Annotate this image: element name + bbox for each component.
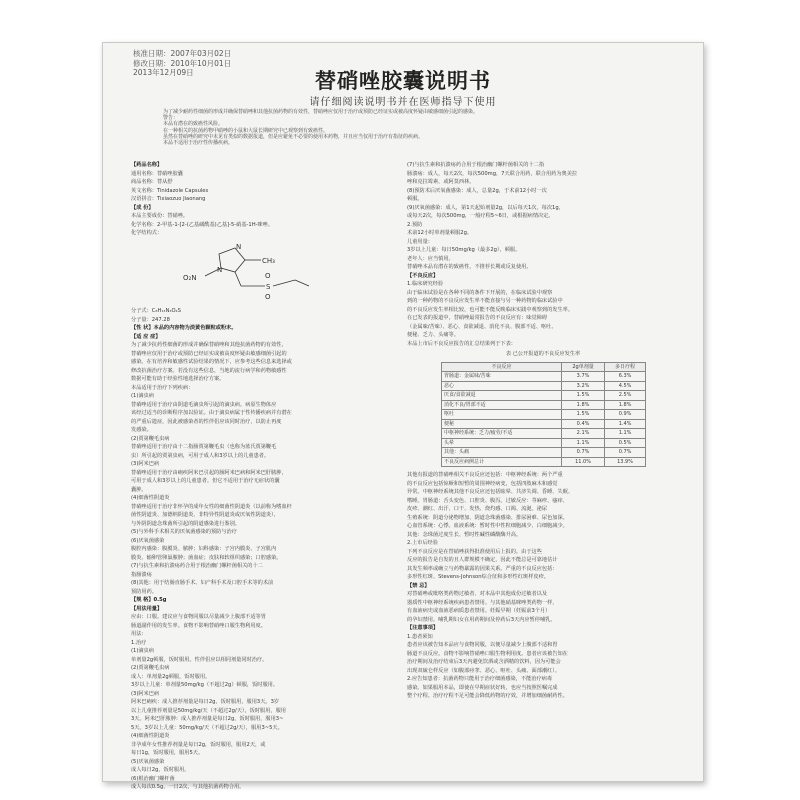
text-line: 便秘、乏力、头痛等。 xyxy=(407,332,459,338)
text-line: 替硝唑适用于治疗由痢疾阿米巴引起的肠阿米巴病和阿米巴肝脓肿， xyxy=(131,469,287,476)
table-row xyxy=(442,400,646,410)
table-cell: 4.5% xyxy=(605,381,646,391)
table-row xyxy=(442,419,646,429)
table-cell: 恶心 xyxy=(442,381,562,391)
table-cell: 中枢神经系统：乏力/疲劳/不适 xyxy=(442,429,562,439)
text-line: 嗜睡。胃肠道：舌头变色、口腔炎、腹泻。过敏反应：荨麻疹、瘙痒、 xyxy=(407,497,568,504)
table-cell: 1.4% xyxy=(605,419,646,429)
text-line: 出现双硫仑样反应（如腹部痉挛、恶心、呕吐、头痛、面部潮红）。 xyxy=(407,667,561,674)
table-cell: 1.5% xyxy=(561,391,604,401)
text-line: 汉语拼音：Tixiaozuo Jiaonang xyxy=(131,196,206,202)
table-cell: 厌食/食欲减退 xyxy=(442,391,562,401)
table-cell: 1.8% xyxy=(605,400,646,410)
table-row xyxy=(442,429,646,439)
table-cell: 2.1% xyxy=(561,429,604,439)
text-line: 化学结构式： xyxy=(131,230,163,236)
text-line: 肠道不良反应。食物不影响替硝唑口服生物利用度。患者应该被告知在 xyxy=(407,650,568,657)
text-line: 或每天2次，每次500mg，一般疗程5~6日，或根据病情决定。 xyxy=(407,213,554,219)
text-line: 2.预防 xyxy=(407,221,423,228)
text-line: 为了减少抗药性细菌的形成并确保替硝唑和其他抗菌药物的有效性， xyxy=(131,342,287,348)
table-cell: 便秘 xyxy=(442,419,562,429)
svg-text:O: O xyxy=(265,292,271,301)
svg-text:N: N xyxy=(217,265,223,274)
left-column xyxy=(131,161,393,790)
text-line: 替硝唑本品有潜在的致癌性，不推荐长期或反复使用。 xyxy=(407,264,532,270)
table-cell: 1.1% xyxy=(605,429,646,439)
table-row xyxy=(442,410,646,420)
text-line: 修改抗菌治疗方案。若没有这些信息，当地的流行病学和药物敏感性 xyxy=(131,367,287,374)
text-line: 数据可能有助于经验性地选择治疗方案。 xyxy=(131,376,225,382)
warning-line: 在一种相关的抗菌药物甲硝唑的小鼠和大鼠长期研究中已观察到有致癌性。 xyxy=(163,127,329,134)
table-cell: 0.4% xyxy=(561,419,604,429)
adverse-reaction-table-title: 表 已公开报道的不良反应发生率 xyxy=(505,351,581,357)
table-row xyxy=(442,457,646,467)
text-line: 肠道副作用的发生率。食物不影响替硝唑口服生物利用度。 xyxy=(131,622,266,629)
table-header-cell: 不良反应 xyxy=(442,362,562,372)
text-line: 阿米巴痢疾：成人推荐剂量是每日2g，饭时服用，服用3天。3岁 xyxy=(131,699,280,705)
table-cell: 1.8% xyxy=(561,400,604,410)
text-line: 菌性阴道炎、加德纳阴道炎、非特异性阴道炎或厌氧性阴道炎）， xyxy=(131,512,279,518)
text-line: 本品适用于治疗下列疾病： xyxy=(131,384,194,391)
text-line: 儿童用量： xyxy=(407,238,433,245)
text-line: 感染。如果服用本品，即使在早期症状好转，也应当按照医嘱完成 xyxy=(407,684,558,691)
text-line: 其发生频率或确立与药物暴露的因果关系。严重的不良反应包括： xyxy=(407,565,558,572)
warning-line: 本品不适用于治疗性传播疾病。 xyxy=(163,140,234,147)
text-line: 患者应该被告知本品应与食物同服，以便尽量减少上腹部不适和胃 xyxy=(407,642,558,648)
table-cell: 11.0% xyxy=(561,457,604,467)
text-line: 其他：念珠菌过度生长、暂时性碱性磷酸酶升高。 xyxy=(407,531,522,538)
text-line: 其他有报道的替硝唑相关不良反应还包括：中枢神经系统：两个严重 xyxy=(407,472,563,478)
table-cell: 不良反应病例总计 xyxy=(442,457,562,467)
table-header-cell: 多日疗程 xyxy=(605,362,646,372)
text-line: 【不良反应】 xyxy=(407,272,439,279)
text-line: 替硝唑适用于治疗非怀孕的成年女性的细菌性阴道炎（以前称为嗜血杆 xyxy=(131,503,292,510)
text-line: 的不良反应包括惊厥和短暂的周围神经病变，包括四肢麻木和感觉 xyxy=(407,480,558,487)
text-line: 2.上市后经验 xyxy=(407,540,438,546)
text-line: 对替硝唑或吡咯类药物过敏者、对本品中其他成份过敏者以及 xyxy=(407,591,548,597)
instruction-leaflet xyxy=(102,42,704,790)
text-line: (7)与抗生素和抗溃疡药合用于根治幽门螺杆菌相关的十二指 xyxy=(407,162,545,168)
table-cell: 1.5% xyxy=(561,410,604,420)
text-line: (3)阿米巴病 xyxy=(131,690,160,697)
text-line: 感染。在有培养和敏感性试验结果的情况下，应参考这些信息来选择或 xyxy=(131,359,292,365)
text-line: (6)根治幽门螺杆菌 xyxy=(131,775,175,782)
left-section-b xyxy=(131,307,393,792)
text-line: 非孕成年女性推荐剂量是每日2g，饭时服用，服用2天，或 xyxy=(131,741,266,748)
text-line: 1.临床研究经验 xyxy=(407,281,444,287)
text-line: 的孕妇禁用。哺乳期妇女在用药期间及停药后3天内应暂停哺乳。 xyxy=(407,616,556,623)
document-title: 替硝唑胶囊说明书 xyxy=(315,69,491,93)
table-cell: 3.2% xyxy=(561,381,604,391)
table-cell: 2.5% xyxy=(605,391,646,401)
text-line: (6)厌氧菌感染 xyxy=(131,537,165,544)
table-cell: 呕吐 xyxy=(442,410,562,420)
text-line: 该经过适当的诊断程序加以验证。由于滴虫病属于性传播疾病并有潜在 xyxy=(131,410,292,416)
text-line: (5)厌氧菌感染 xyxy=(131,758,165,765)
right-section-a xyxy=(407,161,679,348)
text-line: 生殖系统：阴道分泌物增加、阴道念珠菌感染、排尿困难、尿色加深。 xyxy=(407,514,568,521)
text-line: 的不良反应发生率相比较，也可能不能反映临床实践中观察到的发生率。 xyxy=(407,306,574,313)
table-row xyxy=(442,372,646,382)
text-line: 【规 格】0.5g xyxy=(131,597,167,603)
text-line: 1.治疗 xyxy=(131,639,147,646)
text-line: 3岁以上儿童：单剂量50mg/kg（不超过2g）顿服，饭时服用。 xyxy=(131,682,279,688)
text-line: 化学名称：2-甲基-1-[2-(乙基磺酰基)乙基]-5-硝基-1H-咪唑。 xyxy=(131,221,274,228)
text-line: 指肠溃疡 xyxy=(131,571,152,578)
text-line: 3岁以上儿童：每日50mg/kg（最多2g），顿服。 xyxy=(407,247,521,253)
svg-text:CH₃: CH₃ xyxy=(262,256,275,265)
text-line: 有血液病史或血液恶病质患者禁用。妊娠早期（妊娠前3个月） xyxy=(407,608,551,614)
right-section-b xyxy=(407,471,679,701)
text-line: 发感染。 xyxy=(131,427,152,433)
warning-line: 本品有潜在的致癌性风险。 xyxy=(163,121,224,128)
document-subtitle: 请仔细阅读说明书并在医师指导下使用 xyxy=(309,97,497,108)
text-line: 到的一种药物的不良反应发生率不能直接与另一种药物的临床试验中 xyxy=(407,298,563,304)
table-cell: 其他：头痛 xyxy=(442,448,562,458)
table-cell: 6.3% xyxy=(605,372,646,382)
text-line: 囊肿。 xyxy=(131,486,147,493)
table-cell: 0.9% xyxy=(605,410,646,420)
text-line: (1)滴虫病 xyxy=(131,648,154,654)
text-line: 分子式：C₈H₁₃N₃O₄S xyxy=(131,308,181,314)
text-line: 本品主要成份：替硝唑。 xyxy=(131,213,189,219)
svg-text:O: O xyxy=(265,271,271,280)
svg-text:O₂N: O₂N xyxy=(183,273,197,282)
table-row xyxy=(442,381,646,391)
text-line: (9)厌氧菌感染：成人，第1天起始剂量2g，以后每天1次，每次1g， xyxy=(407,204,564,211)
text-line: 每日1g，饭时服用，服用5天。 xyxy=(131,750,204,756)
table-row xyxy=(442,438,646,448)
text-line: 【禁 忌】 xyxy=(407,582,430,589)
table-row xyxy=(442,391,646,401)
adverse-reaction-table xyxy=(441,362,646,468)
approval-date-line: 2013年12月09日 xyxy=(133,68,194,77)
table-cell: 13.9% xyxy=(605,457,646,467)
text-line: 顿服。 xyxy=(407,196,423,202)
text-line: 异常。中枢神经系统其他不良反应还包括眩晕、共济失调、昏睡、失眠、 xyxy=(407,489,574,495)
text-line: (1)滴虫病 xyxy=(131,393,154,399)
text-line: 2.应告知患者：抗菌药物只能用于治疗细菌感染，不能治疗病毒 xyxy=(407,676,553,682)
text-line: 5天。3岁以上儿童：50mg/kg/天（不超过2g/天），服用3~5天。 xyxy=(131,724,283,731)
text-line: (4)细菌性阴道炎 xyxy=(131,733,170,739)
warning-line: 为了减少耐药性细菌的形成并确保替硝唑和其他抗菌药物的有效性，替硝唑应仅用于治疗或预防已经证实或被高度怀疑由敏感细菌引起的感染。 xyxy=(163,109,479,115)
text-line: 成人每次0.5g，一日2次，与其他抗菌药物合用。 xyxy=(131,784,245,790)
table-cell: 3.7% xyxy=(561,372,604,382)
text-line: (2)贾第鞭毛虫病 xyxy=(131,435,170,442)
text-line: 以上儿童推荐剂量是50mg/kg/天（不超过2g/天），饭时服用，服用 xyxy=(131,707,286,714)
text-line: 心血管系统：心悸。血液系统：暂时性中性粒细胞减少、白细胞减少。 xyxy=(407,523,568,529)
table-cell: 0.7% xyxy=(561,448,604,458)
text-line: (3)阿米巴病 xyxy=(131,461,160,467)
approval-date-line: 修改日期：2010年10月01日 xyxy=(133,58,232,68)
text-line: 用法： xyxy=(131,631,147,637)
text-line: 1.患者须知 xyxy=(407,633,433,640)
text-line: 与外阴阴道念珠菌所引起的阴道感染进行鉴别。 xyxy=(131,520,240,527)
text-line: 成人：单剂量2g顿服，饭时服用。 xyxy=(131,673,211,680)
warning-line: 警告： xyxy=(163,115,179,122)
svg-text:N: N xyxy=(236,242,242,251)
chemical-structure xyxy=(169,240,369,300)
text-line: 下列不良反应是在替硝唑获得批准使用后上报的。由于这些 xyxy=(407,548,542,555)
text-line: 预防用药。 xyxy=(131,588,157,595)
text-line: 替硝唑适用于治疗由十二指肠贾第鞭毛虫（也称为蓝氏贾第鞭毛 xyxy=(131,444,277,450)
table-header-cell: 2g单剂量 xyxy=(561,362,604,372)
text-line: 器质性中枢神经系统疾病患者禁用。与其他硝基咪唑类药物一样， xyxy=(407,599,558,606)
approval-date-line: 核准日期：2007年03月02日 xyxy=(133,49,232,58)
text-line: 由于临床试验是在各种不同的条件下开展的，在临床试验中观察 xyxy=(407,289,553,296)
table-cell: 0.7% xyxy=(605,448,646,458)
text-line: 的严重后遗症，因此被感染者的性伴侣应该同时治疗，以防止再度 xyxy=(131,418,282,425)
text-line: 治疗期间及治疗结束后3天内避免饮酒或含酒精的饮料，因为可能会 xyxy=(407,659,561,665)
text-line: 唑和克拉霉素，或阿莫西林。 xyxy=(407,179,475,185)
text-line: 整个疗程。治疗疗程不足可能会降低药物的疗效，并增加细菌耐药性。 xyxy=(407,693,568,699)
warning-box xyxy=(163,109,633,146)
text-line: 分子量：247.28 xyxy=(131,316,170,323)
text-line: 替硝唑应仅用于治疗或预防已经证实或被高度怀疑由敏感细菌引起的 xyxy=(131,350,287,357)
text-line: 可用于成人和3岁以上的儿童患者。但它不适用于治疗无症状的囊 xyxy=(131,478,280,484)
text-line: 反应的报告是自发的且人群规模不确定，因此不能总是可靠地估计 xyxy=(407,557,558,563)
right-column xyxy=(407,161,679,771)
text-line: 术前12小时单剂量顿服2g。 xyxy=(407,230,473,236)
text-line: 【用法用量】 xyxy=(131,605,163,612)
text-line: 【适 应 症】 xyxy=(131,333,161,340)
text-line: 替硝唑适用于治疗由阴道毛滴虫所引起的滴虫病。病原生物体应 xyxy=(131,401,277,408)
text-line: (7)与抗生素和抗溃疡药合用于根治幽门螺杆菌相关的十二 xyxy=(131,563,263,569)
text-line: (8)预防术后厌氧菌感染：成人，总量2g，于术前12小时一次 xyxy=(407,187,547,194)
text-line: 皮疹、潮红、出汗、口干、发热、烧灼感、口渴、流涎。泌尿 xyxy=(407,506,548,512)
text-line: 【性 状】本品的内容物为淡黄色颗粒或粉末。 xyxy=(131,325,237,331)
text-line: 通用名称：替硝唑胶囊 xyxy=(131,170,183,177)
text-line: (4)细菌性阴道炎 xyxy=(131,495,170,501)
text-line: 本品上市后不良反应报告的汇总结果列于下表： xyxy=(407,340,516,347)
table-cell: 头晕 xyxy=(442,438,562,448)
warning-line: 虽然在替硝唑的研究中未见有类似的数据报道，但是应避免不必要的使用本药物，并且应当仅用于治疗有指征的疾病。 xyxy=(163,133,424,140)
text-line: 【注意事项】 xyxy=(407,625,439,631)
text-line: 应由：口服。建议应与食物同服以尽量减少上腹部不适等胃 xyxy=(131,614,266,620)
text-line: (2)贾第鞭毛虫病 xyxy=(131,665,170,671)
table-cell: 消化不良/胃部不适 xyxy=(442,400,562,410)
text-line: 膜炎、输卵管卵巢脓肿；菌血症；皮肤和软组织感染；口腔感染。 xyxy=(131,554,282,561)
svg-text:S: S xyxy=(266,282,271,291)
text-line: 肠溃疡：成人，每天2次，每次500mg，7天联合用药，联合用药为奥美拉 xyxy=(407,170,578,177)
text-line: 虫）所引起的贾第虫病，可用于成人和3岁以上的儿童患者。 xyxy=(131,452,270,459)
text-line: 老年人：应当慎用。 xyxy=(407,255,454,262)
table-cell: 1.1% xyxy=(561,438,604,448)
text-line: (8)其他：用于结肠直肠手术、妇产科手术及口腔手术等的术前 xyxy=(131,580,274,586)
text-line: 【药品名称】 xyxy=(131,162,163,168)
text-line: 3天。阿米巴肝脓肿：成人推荐剂量是每日2g，饭时服用，服用3~ xyxy=(131,716,284,722)
text-line: 多形性红斑、Stevens-Johnson综合征和多形性红斑样皮疹。 xyxy=(407,574,549,580)
table-cell: 0.5% xyxy=(605,438,646,448)
text-line: 商品名称：替从舒 xyxy=(131,179,173,185)
text-line: (5)与外科手术相关的厌氧菌感染的预防与治疗 xyxy=(131,529,237,535)
text-line: 成人每日2g，饭时服用。 xyxy=(131,767,190,773)
text-line: 单剂量2g顿服，饭时服用。性伴侣应以相同剂量同时治疗。 xyxy=(131,656,268,663)
left-section-a xyxy=(131,161,393,238)
text-line: 【成 份】 xyxy=(131,204,154,211)
text-line: 英文名称：Tinidazole Capsules xyxy=(131,187,209,194)
text-line: 腹腔内感染：腹膜炎、脓肿；妇科感染：子宫内膜炎、子宫肌内 xyxy=(131,546,277,552)
table-row xyxy=(442,448,646,458)
text-line: （金属味/苦味）、恶心、食欲减退、消化不良、腹部不适、呕吐、 xyxy=(407,323,557,330)
text-line: 在已发表的报道中，替硝唑最常报告的不良反应有：味觉障碍 xyxy=(407,315,548,321)
table-cell: 胃肠道：金属味/苦味 xyxy=(442,372,562,382)
